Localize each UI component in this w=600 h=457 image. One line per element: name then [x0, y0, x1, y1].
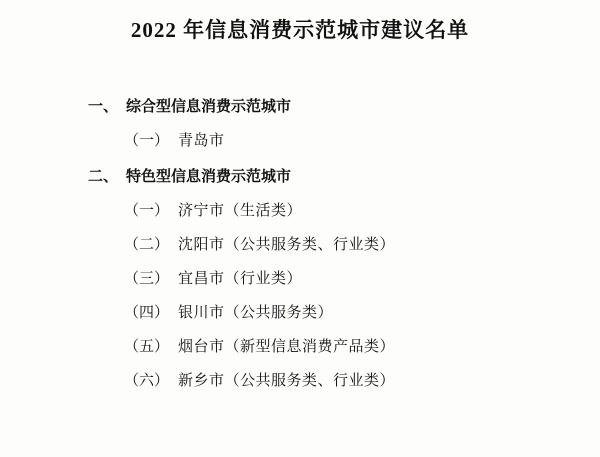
list-item-index: （五） — [124, 339, 170, 355]
list-item-name: 沈阳市（公共服务类、行业类） — [178, 237, 396, 253]
section-featured — [88, 160, 560, 398]
list-item-name: 烟台市（新型信息消费产品类） — [178, 339, 396, 355]
list-item-index: （三） — [124, 271, 170, 287]
section-heading — [88, 90, 560, 124]
list-item-index: （一） — [124, 203, 170, 219]
section-marker: 一、 — [88, 99, 119, 115]
page-title: 2022 年信息消费示范城市建议名单 — [130, 18, 470, 42]
document-body — [0, 90, 600, 398]
section-comprehensive — [88, 90, 560, 158]
list-item — [88, 228, 560, 262]
section-marker: 二、 — [88, 169, 119, 185]
list-item — [88, 330, 560, 364]
list-item-name: 宜昌市（行业类） — [178, 271, 303, 287]
section-heading-text: 综合型信息消费示范城市 — [126, 99, 292, 115]
list-item-name: 青岛市 — [178, 133, 225, 149]
list-item — [88, 364, 560, 398]
list-item-name: 新乡市（公共服务类、行业类） — [178, 373, 396, 389]
list-item — [88, 296, 560, 330]
list-item-index: （四） — [124, 305, 170, 321]
list-item-name: 银川市（公共服务类） — [178, 305, 334, 321]
list-item-index: （二） — [124, 237, 170, 253]
list-item — [88, 262, 560, 296]
section-heading-text: 特色型信息消费示范城市 — [126, 169, 292, 185]
list-item-name: 济宁市（生活类） — [178, 203, 303, 219]
list-item-index: （一） — [124, 133, 170, 149]
list-item — [88, 124, 560, 158]
section-heading — [88, 160, 560, 194]
list-item — [88, 194, 560, 228]
list-item-index: （六） — [124, 373, 170, 389]
